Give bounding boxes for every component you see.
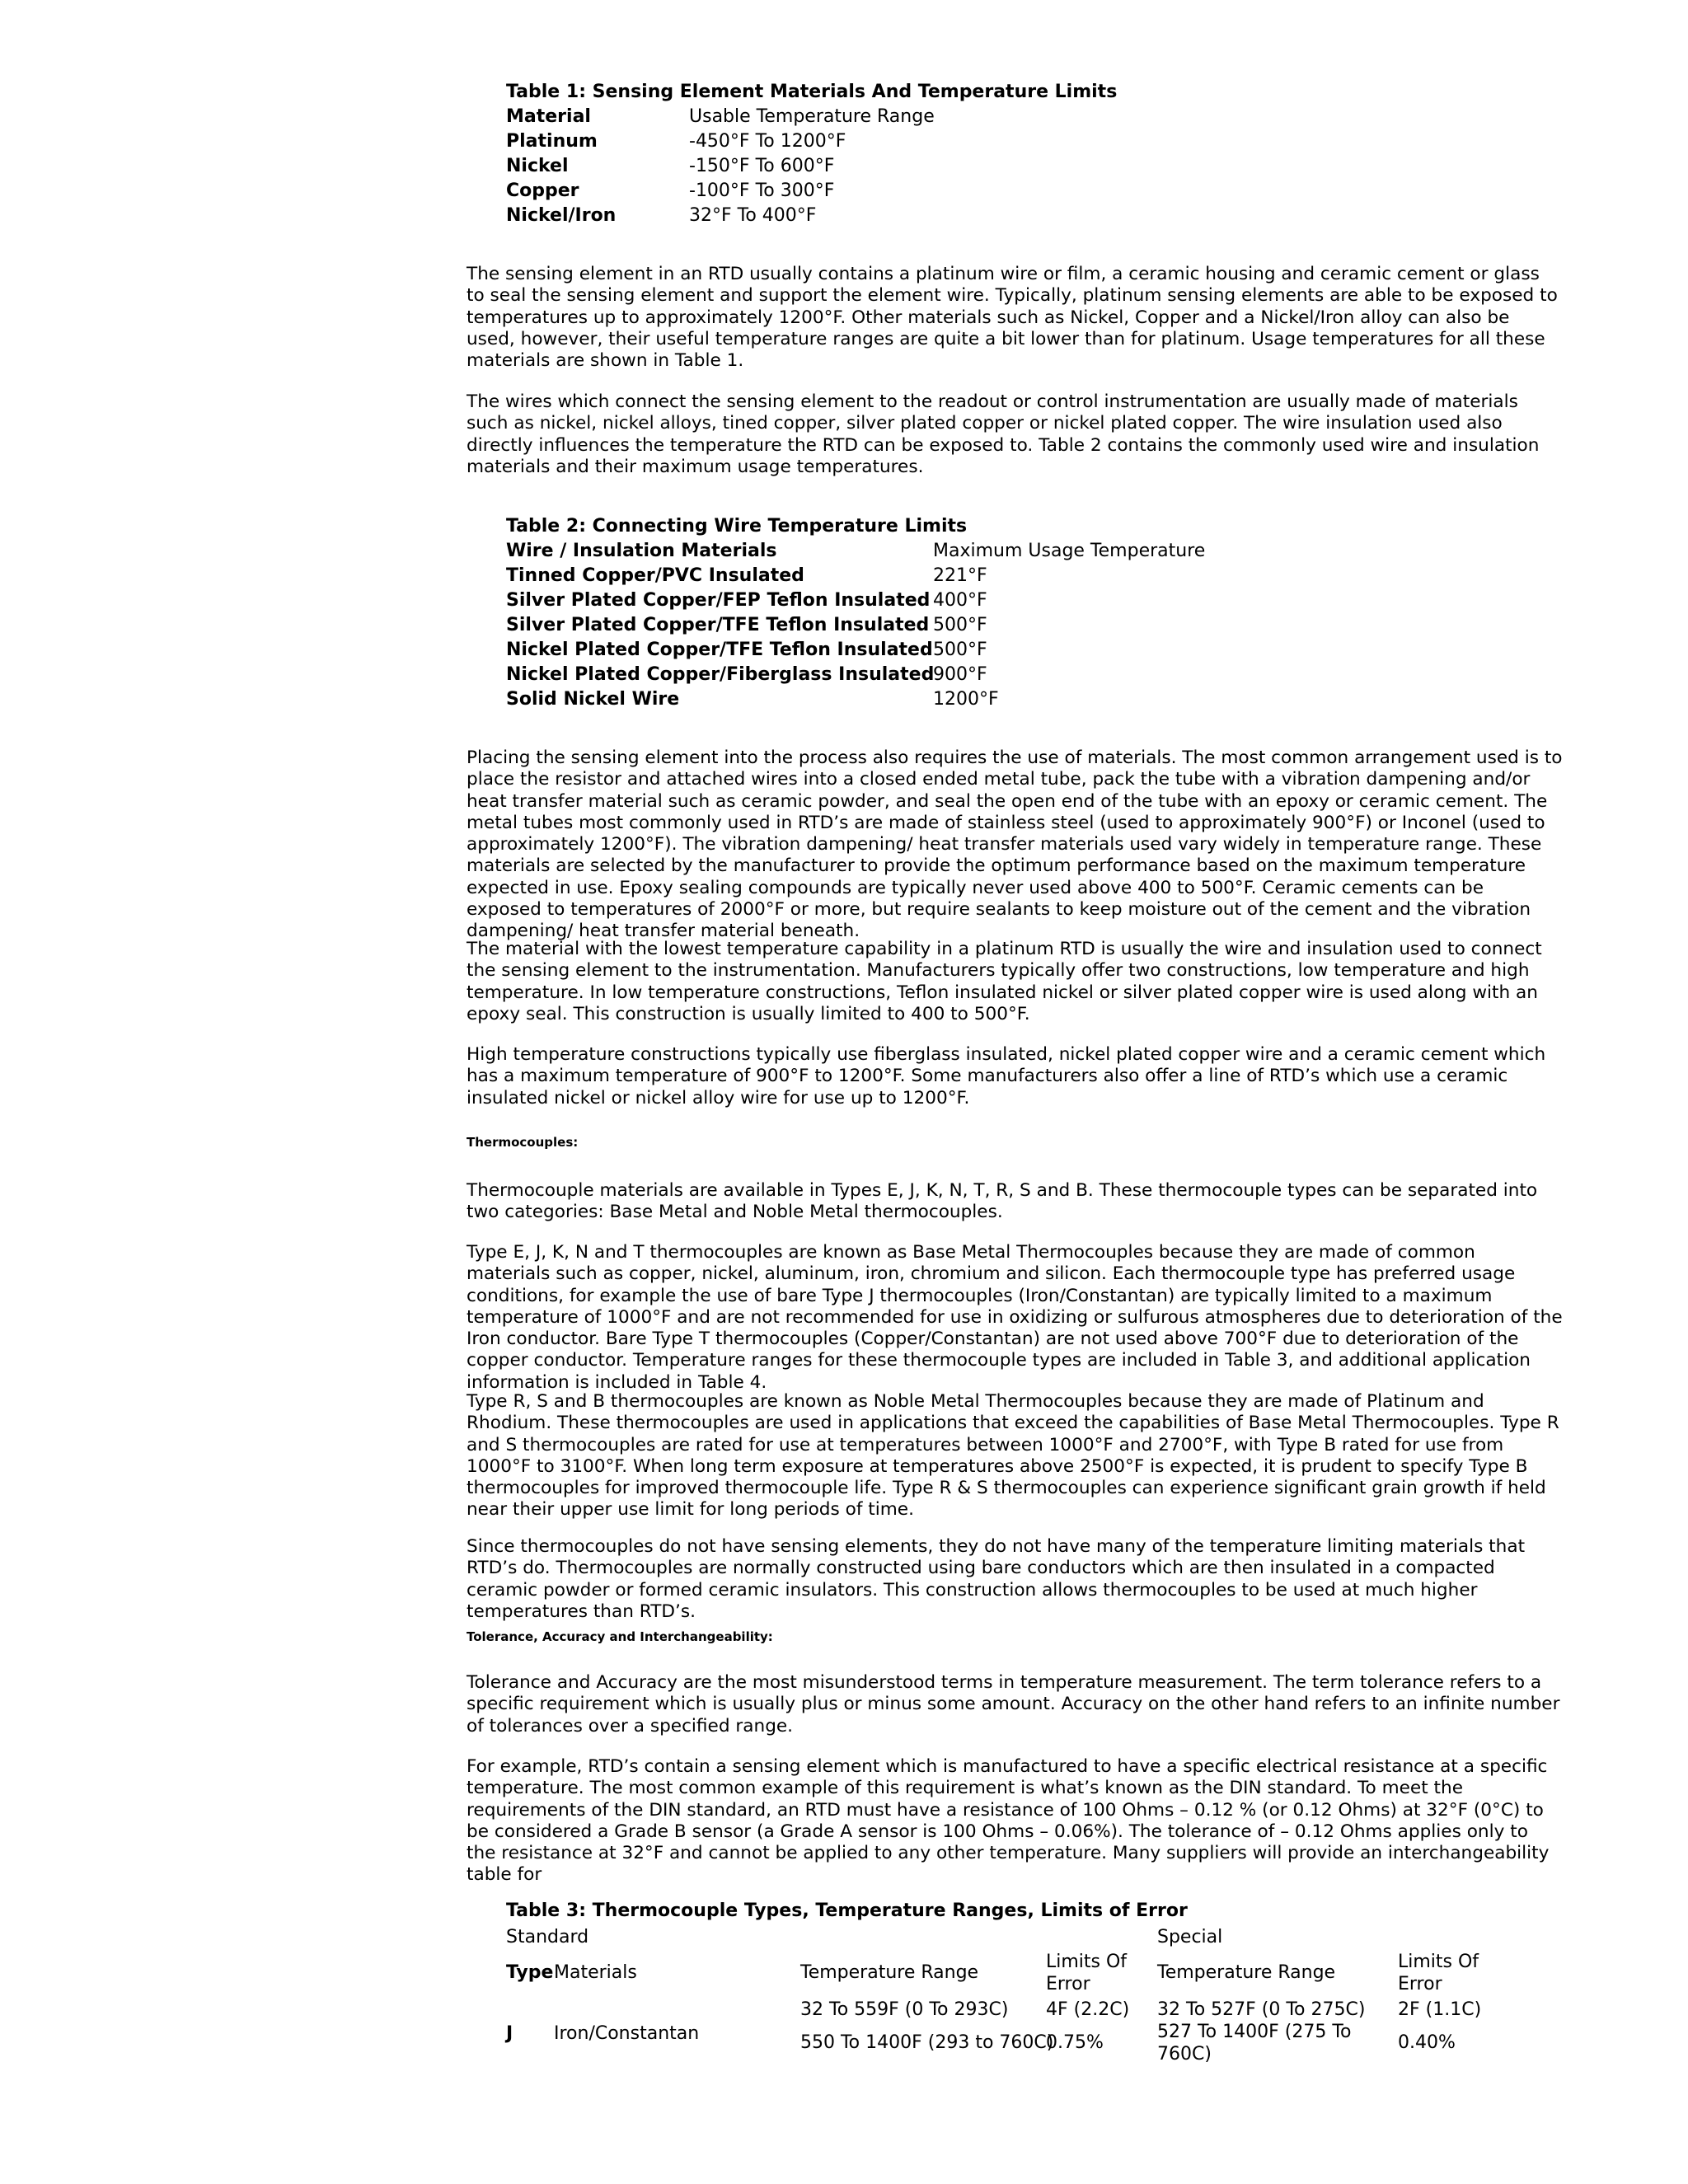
- paragraph: The wires which connect the sensing element to the readout or control instrumentation are usually made of materials such as nickel, nickel alloys, tined copper, silver plated copper or nickel plated copper. The wire insulation used also directly influences the temperature the RTD can be exposed to. Table 2 contains the commonly used wire and insulation materials and their maximum usage temperatures.: [467, 391, 1540, 477]
- table-3-std-range: 550 To 1400F (293 to 760C): [800, 2032, 1054, 2053]
- table-2-header-materials: Wire / Insulation Materials: [506, 541, 777, 561]
- table-3-std-error: 4F (2.2C): [1046, 1999, 1130, 2020]
- table-1-material: Platinum: [506, 131, 598, 152]
- table-3-spc-range: 527 To 1400F (275 To 760C): [1157, 2022, 1352, 2064]
- table-3-std-range: 32 To 559F (0 To 293C): [800, 1999, 1009, 2020]
- table-2-material: Silver Plated Copper/FEP Teflon Insulated: [506, 590, 931, 611]
- table-2-title: Table 2: Connecting Wire Temperature Limits: [506, 516, 968, 537]
- table-2-temp: 500°F: [933, 615, 987, 635]
- paragraph: The sensing element in an RTD usually contains a platinum wire or film, a ceramic housing and ceramic cement or glass to seal the sensing element and support the element wire. Typically, platinum sensing elements are able to be exposed to temperatures up to approximately 1200°F. Other materials such as Nickel, Copper and a Nickel/Iron alloy can also be used, however, their useful temperature ranges are quite a bit lower than for platinum. Usage temperatures for all these materials are shown in Table 1.: [467, 264, 1558, 372]
- table-3-spc-range: 32 To 527F (0 To 275C): [1157, 1999, 1366, 2020]
- table-3-type: J: [506, 2023, 513, 2044]
- table-3-col-error-standard: Limits Of Error: [1046, 1952, 1128, 1994]
- table-2-material: Nickel Plated Copper/Fiberglass Insulated: [506, 664, 935, 685]
- table-2-material: Nickel Plated Copper/TFE Teflon Insulated: [506, 640, 933, 660]
- paragraph: Tolerance and Accuracy are the most misunderstood terms in temperature measurement. The term tolerance refers to a specific requirement which is usually plus or minus some amount. Accuracy on the other hand refers to an infinite number of tolerances over a specified range.: [467, 1672, 1560, 1736]
- table-2-temp: 221°F: [933, 565, 987, 586]
- table-1-range: -100°F To 300°F: [689, 180, 835, 201]
- section-heading: Thermocouples:: [467, 1135, 579, 1150]
- table-3-group-special: Special: [1157, 1927, 1223, 1947]
- table-1-material: Copper: [506, 180, 579, 201]
- table-2-material: Silver Plated Copper/TFE Teflon Insulated: [506, 615, 930, 635]
- table-3-col-type: Type: [506, 1962, 554, 1983]
- table-1-material: Nickel: [506, 156, 569, 176]
- table-3-std-error: 0.75%: [1046, 2032, 1104, 2053]
- table-1-header-material: Material: [506, 106, 591, 127]
- paragraph: The material with the lowest temperature capability in a platinum RTD is usually the wire and insulation used to connect the sensing element to the instrumentation. Manufacturers typically offer two constructions, low temperature and high temperature. In low temperature constructions, Teflon insulated nickel or silver plated copper wire is used along with an epoxy seal. This construction is usually limited to 400 to 500°F.: [467, 939, 1542, 1024]
- table-3-col-range-special: Temperature Range: [1157, 1962, 1336, 1983]
- table-1-range: 32°F To 400°F: [689, 205, 817, 226]
- table-3-col-error-special: Limits Of Error: [1398, 1952, 1479, 1994]
- paragraph: Type E, J, K, N and T thermocouples are known as Base Metal Thermocouples because they are made of common materials such as copper, nickel, aluminum, iron, chromium and silicon. Each thermocouple type has preferred usage conditions, for example the use of bare Type J thermocouples (Iron/Constantan) are typically limited to a maximum temperature of 1000°F and are not recommended for use in oxidizing or sulfurous atmospheres due to deterioration of the Iron conductor. Bare Type T thermocouples (Copper/Constantan) are not used above 700°F due to deterioration of the copper conductor. Temperature ranges for these thermocouple types are included in Table 3, and additional application information is included in Table 4.: [467, 1242, 1563, 1393]
- table-3-spc-error: 0.40%: [1398, 2032, 1456, 2053]
- table-1-range: -150°F To 600°F: [689, 156, 835, 176]
- table-2-temp: 900°F: [933, 664, 987, 685]
- table-3-col-materials: Materials: [554, 1962, 637, 1983]
- table-2-temp: 1200°F: [933, 689, 999, 710]
- table-1-range: -450°F To 1200°F: [689, 131, 846, 152]
- paragraph: Placing the sensing element into the process also requires the use of materials. The most common arrangement used is to place the resistor and attached wires into a closed ended metal tube, pack the tube with a vibration dampening and/or heat transfer material such as ceramic powder, and seal the open end of the tube with an epoxy or ceramic cement. The metal tubes most commonly used in RTD’s are made of stainless steel (used to approximately 900°F) or Inconel (used to approximately 1200°F). The vibration dampening/ heat transfer materials used vary widely in temperature range. These materials are selected by the manufacturer to provide the optimum performance based on the maximum temperature expected in use. Epoxy sealing compounds are typically never used above 400 to 500°F. Ceramic cements can be exposed to temperatures of 2000°F or more, but require sealants to keep moisture out of the cement and the vibration dampening/ heat transfer material beneath.: [467, 748, 1563, 942]
- table-2-temp: 500°F: [933, 640, 987, 660]
- table-1-header-range: Usable Temperature Range: [689, 106, 935, 127]
- paragraph: Type R, S and B thermocouples are known as Noble Metal Thermocouples because they are made of Platinum and Rhodium. These thermocouples are used in applications that exceed the capabilities of Base Metal Thermocouples. Type R and S thermocouples are rated for use at temperatures between 1000°F and 2700°F, with Type B rated for use from 1000°F to 3100°F. When long term exposure at temperatures above 2500°F is expected, it is prudent to specify Type B thermocouples for improved thermocouple life. Type R & S thermocouples can experience significant grain growth if held near their upper use limit for long periods of time.: [467, 1391, 1559, 1521]
- table-2-temp: 400°F: [933, 590, 987, 611]
- paragraph: Thermocouple materials are available in Types E, J, K, N, T, R, S and B. These thermocouple types can be separated into two categories: Base Metal and Noble Metal thermocouples.: [467, 1180, 1538, 1223]
- paragraph: High temperature constructions typically use fiberglass insulated, nickel plated copper wire and a ceramic cement which has a maximum temperature of 900°F to 1200°F. Some manufacturers also offer a line of RTD’s which use a ceramic insulated nickel or nickel alloy wire for use up to 1200°F.: [467, 1044, 1546, 1108]
- section-heading: Tolerance, Accuracy and Interchangeability:: [467, 1629, 773, 1644]
- paragraph: Since thermocouples do not have sensing elements, they do not have many of the temperature limiting materials that RTD’s do. Thermocouples are normally constructed using bare conductors which are then insulated in a compacted ceramic powder or formed ceramic insulators. This construction allows thermocouples to be used at much higher temperatures than RTD’s.: [467, 1536, 1526, 1622]
- table-2-header-temp: Maximum Usage Temperature: [933, 541, 1206, 561]
- table-2-material: Tinned Copper/PVC Insulated: [506, 565, 804, 586]
- paragraph: For example, RTD’s contain a sensing element which is manufactured to have a specific electrical resistance at a specific temperature. The most common example of this requirement is what’s known as the DIN standard. To meet the requirements of the DIN standard, an RTD must have a resistance of 100 Ohms – 0.12 % (or 0.12 Ohms) at 32°F (0°C) to be considered a Grade B sensor (a Grade A sensor is 100 Ohms – 0.06%). The tolerance of – 0.12 Ohms applies only to the resistance at 32°F and cannot be applied to any other temperature. Many suppliers will provide an interchangeability table for: [467, 1756, 1550, 1886]
- table-3-group-standard: Standard: [506, 1927, 589, 1947]
- table-3-spc-error: 2F (1.1C): [1398, 1999, 1482, 2020]
- table-3-col-range-standard: Temperature Range: [800, 1962, 979, 1983]
- table-1-material: Nickel/Iron: [506, 205, 617, 226]
- table-1-title: Table 1: Sensing Element Materials And Temperature Limits: [506, 82, 1118, 102]
- table-3-materials: Iron/Constantan: [554, 2023, 700, 2044]
- table-3-title: Table 3: Thermocouple Types, Temperature Ranges, Limits of Error: [506, 1900, 1188, 1921]
- table-2-material: Solid Nickel Wire: [506, 689, 680, 710]
